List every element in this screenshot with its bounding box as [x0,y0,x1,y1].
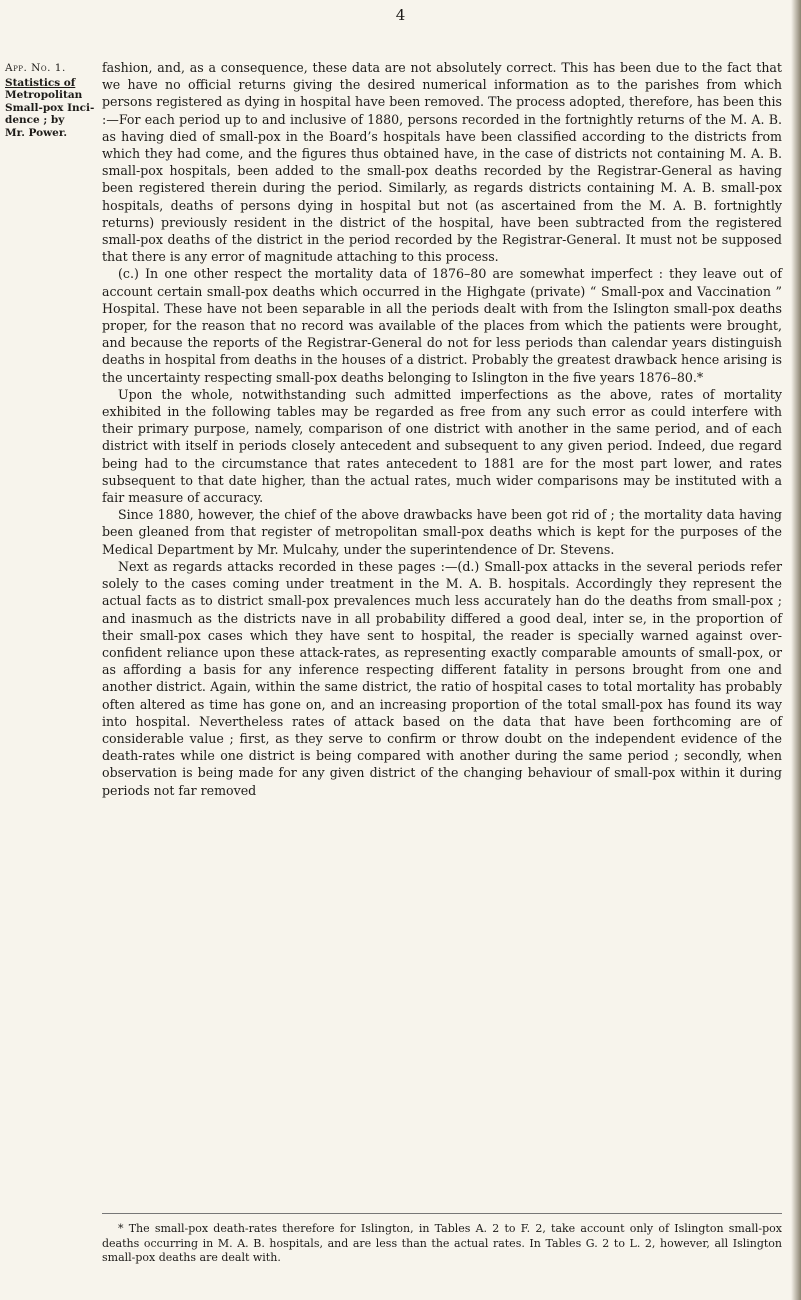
margin-line-4: dence ; by [5,114,65,126]
footnote-text: * The small-pox death-rates therefore for Islington, in Tables A. 2 to F. 2, take account only of Islington small-pox deaths occurring in M. A. B. hospitals, and are less than the actual rates. In Tables G. 2 to L. 2, however, all Islington small-pox deaths are dealt with. [102,1222,782,1264]
margin-line-1: Statistics of [5,76,76,89]
margin-note [5,62,100,139]
paragraph-2: (c.) In one other respect the mortality data of 1876–80 are somewhat imperfect : they leave out of account certain small-pox deaths which occurred in the Highgate (private) “ Small-pox and Vaccination ” Hospital. These have not been separable in all the periods dealt with from the Islington small-pox deaths proper, for the reason that no record was available of the places from which the patients were brought, and because the reports of the Registrar-General do not for less periods than calendar years distinguish deaths in hospital from deaths in the houses of a district. Probably the greatest drawback hence arising is the uncertainty respecting small-pox deaths belonging to Islington in the five years 1876–80.* [102,266,782,385]
margin-line-5: Mr. Power. [5,126,68,139]
paragraph-1: fashion, and, as a consequence, these data are not absolutely correct. This has been due to the fact that we have no official returns giving the desired numerical information as to the parishes from which persons registered as dying in hospital have been removed. The process adopted, therefore, has been this :—For each period up to and inclusive of 1880, persons recorded in the fortnightly returns of the M. A. B. as having died of small-pox in the Board’s hospitals have been classified according to the districts from which they had come, and the figures thus obtained have, in the case of districts not containing M. A. B. small-pox hospitals, been added to the small-pox deaths recorded by the Registrar-General as having been registered therein during the period. Similarly, as regards districts containing M. A. B. small-pox hospitals, deaths of persons dying in hospital but not (as ascertained from the M. A. B. fortnightly returns) previously resident in the district of the hospital, have been subtracted from the registered small-pox deaths of the district in the period recorded by the Registrar-General. It must not be supposed that there is any error of magnitude attaching to this process. [102,60,782,265]
body-text [102,59,782,799]
footnote-divider [102,1213,782,1214]
margin-heading [5,77,100,140]
paragraph-3: Upon the whole, notwithstanding such admitted imperfections as the above, rates of mortality exhibited in the following tables may be regarded as free from any such error as could interfere with their primary purpose, namely, comparison of one district with another in the same period, and of each district with itself in periods closely antecedent and subsequent to any given period. Indeed, due regard being had to the circumstance that rates antecedent to 1881 are for the most part lower, and rates subsequent to that date higher, than the actual rates, much wider comparisons may be instituted with a fair measure of accuracy. [102,386,782,506]
paragraph-4: Since 1880, however, the chief of the above drawbacks have been got rid of ; the mortality data having been gleaned from that register of metropolitan small-pox deaths which is kept for the purposes of the Medical Department by Mr. Mulcahy, under the superintendence of Dr. Stevens. [102,507,782,557]
page-edge-shadow [791,0,801,1300]
margin-line-2: Metropolitan [5,89,83,101]
footnote [102,1222,782,1266]
paragraph-5: Next as regards attacks recorded in these pages :—(d.) Small-pox attacks in the several periods refer solely to the cases coming under treatment in the M. A. B. hospitals. Accordingly they represent the actual facts as to district small-pox prevalences much less accurately han do the deaths from small-pox ; and inasmuch as the districts nave in all probability differed a good deal, inter se, in the proportion of their small-pox cases which they have sent to hospital, the reader is specially warned against over-confident reliance upon these attack-rates, as representing exactly comparable amounts of small-pox, or as affording a basis for any inference respecting different fatality in persons brought from one and another district. Again, within the same district, the ratio of hospital cases to total mortality has probably often altered as time has gone on, and an increasing proportion of the total small-pox has found its way into hospital. Nevertheless rates of attack based on the data that have been forthcoming are of considerable value ; first, as they serve to confirm or throw doubt on the independent evidence of the death-rates while one district is being compared with another during the same period ; secondly, when observation is being made for any given district of the changing behaviour of small-pox within it during periods not far removed [102,558,782,798]
margin-line-3: Small-pox Inci- [5,101,95,114]
appendix-label: App. No. 1. [5,62,66,74]
page-number: 4 [395,6,406,24]
